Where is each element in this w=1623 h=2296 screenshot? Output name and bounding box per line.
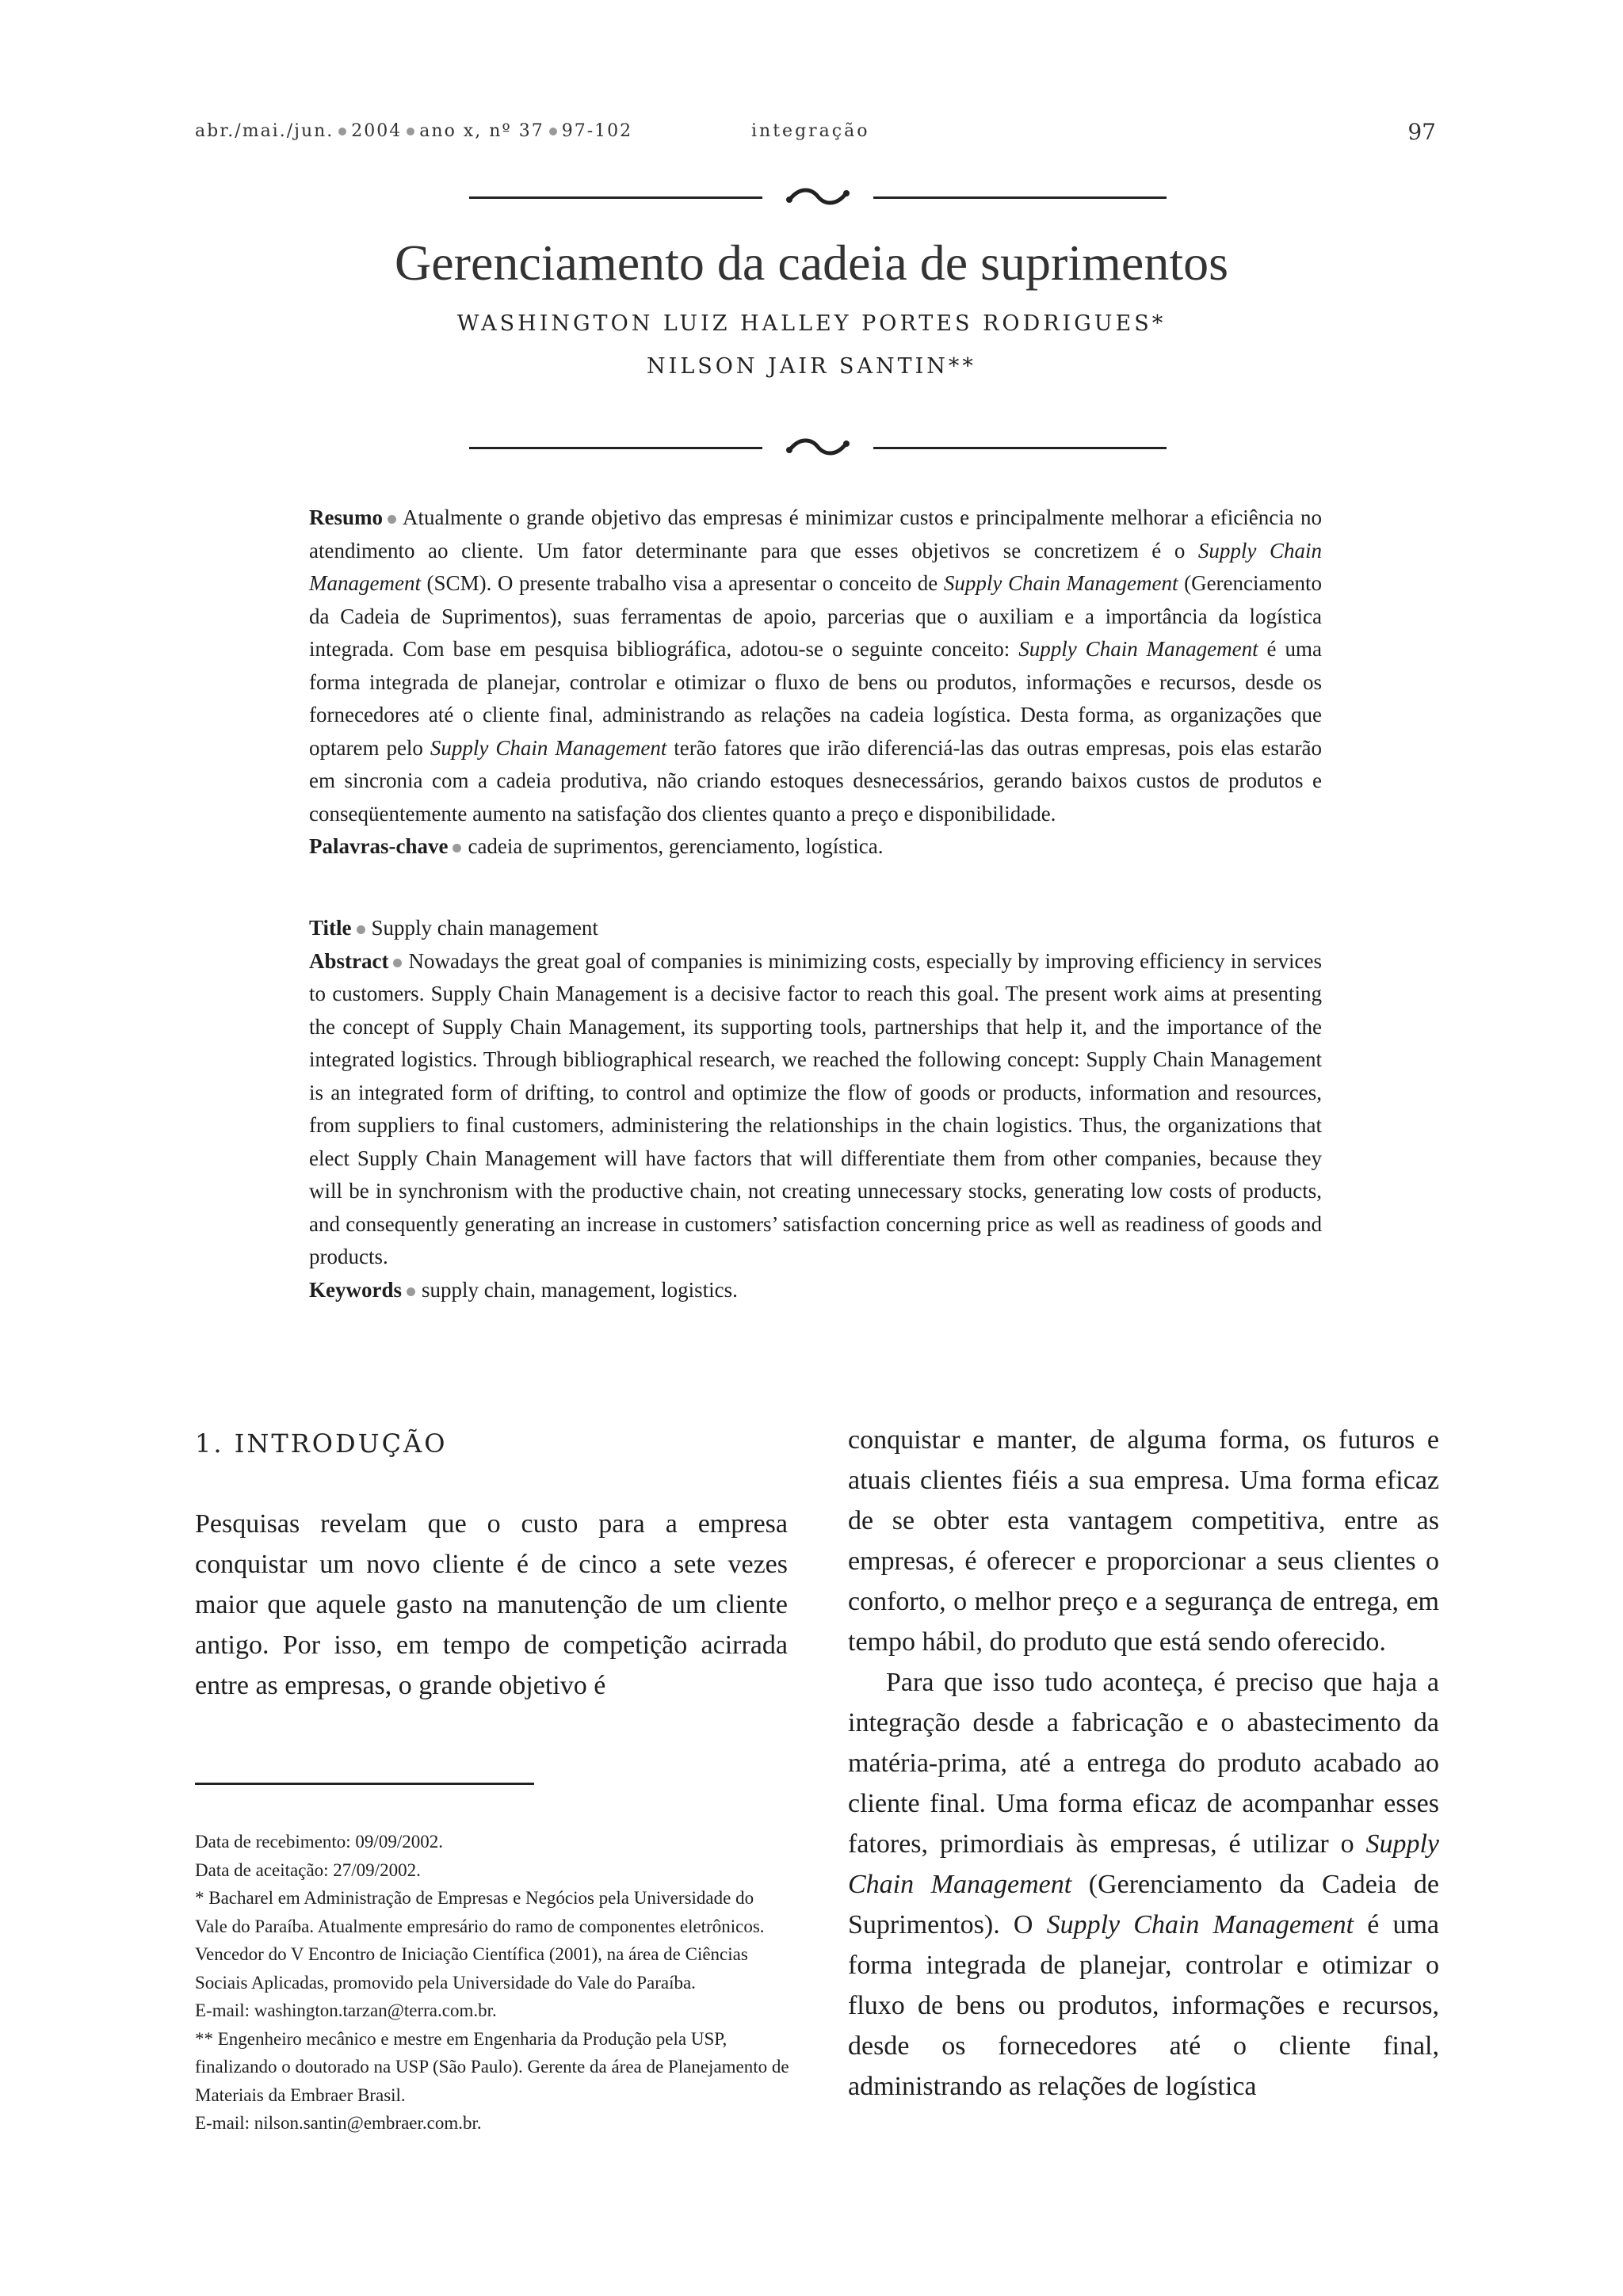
footnote-received: Data de recebimento: 09/09/2002. bbox=[195, 1832, 443, 1852]
footnote-accepted: Data de aceitação: 27/09/2002. bbox=[195, 1859, 421, 1880]
abstract-label: Abstract bbox=[309, 948, 389, 973]
issue-months: abr./mai./jun. bbox=[195, 121, 334, 141]
author-2: NILSON JAIR SANTIN** bbox=[647, 354, 976, 379]
article-title: Gerenciamento da cadeia de suprimentos bbox=[395, 235, 1228, 291]
resumo-text: (Gerenciamento da Cadeia de Suprimentos), suas ferramentas de apoio, parcerias que o auxiliam e a importância da logística integrada. Com base em pesquisa bibliográfica, adotou-se o seguinte conceito: bbox=[309, 571, 1322, 661]
ornament-rule-right bbox=[873, 447, 1167, 449]
abstract-paragraph bbox=[309, 945, 1322, 1274]
left-column bbox=[195, 1504, 788, 1706]
intro-paragraph-left: Pesquisas revelam que o custo para a empresa conquistar um novo cliente é de cinco a sete vezes maior que aquele gasto na manutenção de um cliente antigo. Por isso, em tempo de competição acirrada entre as empresas, o grande objetivo é bbox=[195, 1509, 788, 1700]
paragraph-italic: Supply Chain Management bbox=[848, 1829, 1439, 1899]
issue-volume: ano x, nº 37 bbox=[419, 121, 544, 141]
resumo-italic: Supply Chain Management bbox=[430, 735, 667, 760]
ornament-rule-left bbox=[469, 196, 762, 199]
resumo-italic: Supply Chain Management bbox=[943, 571, 1178, 595]
palavras-chave: cadeia de suprimentos, gerenciamento, logística. bbox=[468, 834, 884, 858]
bullet-icon bbox=[393, 959, 402, 967]
keywords-line bbox=[309, 1274, 1322, 1307]
resumo-block bbox=[309, 502, 1322, 864]
abstract-block bbox=[309, 912, 1322, 1306]
resumo-italic: Supply Chain Management bbox=[1018, 637, 1258, 661]
palavras-chave-line bbox=[309, 830, 1322, 864]
resumo-text: é uma forma integrada de planejar, controlar e otimizar o fluxo de bens ou produtos, informações e recursos, desde os fornecedores até o cliente final, administrando as relações na cadeia logística. Desta forma, as organizações que optarem pelo bbox=[309, 637, 1322, 760]
resumo-paragraph bbox=[309, 502, 1322, 830]
bullet-icon bbox=[549, 128, 557, 135]
paragraph-text: é uma forma integrada de planejar, controlar e otimizar o fluxo de bens ou produtos, informações e recursos, desde os fornecedores até o cliente final, administrando as relações de logística bbox=[848, 1910, 1439, 2101]
keywords-label: Keywords bbox=[309, 1277, 402, 1302]
running-head-section: integração bbox=[751, 121, 870, 141]
footnotes bbox=[195, 1828, 789, 2138]
title-line bbox=[309, 912, 1322, 945]
palavras-chave-label: Palavras-chave bbox=[309, 834, 449, 858]
swash-ornament-icon bbox=[786, 184, 850, 211]
ornament-rule-left bbox=[469, 447, 762, 449]
right-column bbox=[848, 1420, 1439, 2107]
resumo-text: terão fatores que irão diferenciá-las das outras empresas, pois elas estarão em sincronia com a cadeia produtiva, não criando estoques desnecessários, gerando baixos custos de produtos e conseqüentemente aumento na satisfação dos clientes quanto a preço e disponibilidade. bbox=[309, 735, 1322, 826]
paragraph-text: (Gerenciamento da Cadeia de Suprimentos). O bbox=[848, 1870, 1439, 1939]
bullet-icon bbox=[407, 1287, 415, 1296]
footnote-author-2: ** Engenheiro mecânico e mestre em Engenharia da Produção pela USP, finalizando o doutorado na USP (São Paulo). Gerente da área de Planejamento de Materiais da Embraer Brasil. bbox=[195, 2028, 789, 2105]
resumo-text: (SCM). O presente trabalho visa a apresentar o conceito de bbox=[420, 571, 944, 595]
section-heading: 1. INTRODUÇÃO bbox=[195, 1428, 448, 1459]
footnote-email-1: E-mail: washington.tarzan@terra.com.br. bbox=[195, 2000, 497, 2020]
top-ornament-divider bbox=[469, 184, 1167, 211]
footnote-email-2: E-mail: nilson.santin@embraer.com.br. bbox=[195, 2113, 482, 2133]
issue-pages: 97-102 bbox=[561, 121, 633, 141]
footnote-divider bbox=[195, 1783, 534, 1785]
bullet-icon bbox=[338, 128, 346, 135]
ornament-rule-right bbox=[873, 196, 1167, 199]
resumo-label: Resumo bbox=[309, 505, 383, 529]
english-title: Supply chain management bbox=[371, 916, 598, 940]
intro-paragraph-right-1: conquistar e manter, de alguma forma, os futuros e atuais clientes fiéis a sua empresa. Uma forma eficaz de se obter esta vantagem competitiva, entre as empresas, é oferecer e proporcionar a seus clientes o conforto, o melhor preço e a segurança de entrega, em tempo hábil, do produto que está sendo oferecido. bbox=[848, 1425, 1439, 1657]
issue-year: 2004 bbox=[351, 121, 403, 141]
bullet-icon bbox=[357, 925, 365, 934]
paragraph-italic: Supply Chain Management bbox=[1046, 1910, 1354, 1939]
abstract-text: Nowadays the great goal of companies is minimizing costs, especially by improving efficiency in services to customers. Supply Chain Management is a decisive factor to reach this goal. The present work aims at presenting the concept of Supply Chain Management, its supporting tools, partnerships that help it, and the importance of the integrated logistics. Through bibliographical research, we reached the following concept: Supply Chain Management is an integrated form of drifting, to control and optimize the flow of goods or products, information and resources, from suppliers to final customers, administering the relationships in the chain logistics. Thus, the organizations that elect Supply Chain Management will have factors that will differentiate them from other companies, because they will be in synchronism with the productive chain, not creating unnecessary stocks, generating low costs of products, and consequently generating an increase in customers’ satisfaction concerning price as well as readiness of goods and products. bbox=[309, 948, 1322, 1268]
keywords: supply chain, management, logistics. bbox=[422, 1277, 738, 1302]
title-label: Title bbox=[309, 916, 352, 940]
resumo-italic: Supply Chain Management bbox=[309, 538, 1322, 595]
bullet-icon bbox=[407, 128, 414, 135]
bottom-ornament-divider bbox=[469, 434, 1167, 461]
swash-ornament-icon bbox=[786, 434, 850, 461]
author-1: WASHINGTON LUIZ HALLEY PORTES RODRIGUES* bbox=[456, 311, 1167, 336]
bullet-icon bbox=[388, 515, 396, 524]
page-number: 97 bbox=[1407, 119, 1436, 145]
footnote-author-1: * Bacharel em Administração de Empresas e Negócios pela Universidade do Vale do Paraíba. Atualmente empresário do ramo de componentes eletrônicos. Vencedor do V Encontro de Iniciação Científica (2001), na área de Ciências Sociais Aplicadas, promovido pela Universidade do Vale do Paraíba. bbox=[195, 1888, 765, 1993]
running-head-journal-info bbox=[195, 121, 632, 141]
bullet-icon bbox=[453, 844, 461, 852]
intro-paragraph-right-2 bbox=[848, 1662, 1439, 2107]
resumo-text: Atualmente o grande objetivo das empresas é minimizar custos e principalmente melhorar a eficiência no atendimento ao cliente. Um fator determinante para que esses objetivos se concretizem é o bbox=[309, 505, 1322, 563]
paragraph-text: Para que isso tudo aconteça, é preciso que haja a integração desde a fabricação e o abastecimento da matéria-prima, até a entrega do produto acabado ao cliente final. Uma forma eficaz de acompanhar esses fatores, primordiais às empresas, é utilizar o bbox=[848, 1668, 1439, 1859]
